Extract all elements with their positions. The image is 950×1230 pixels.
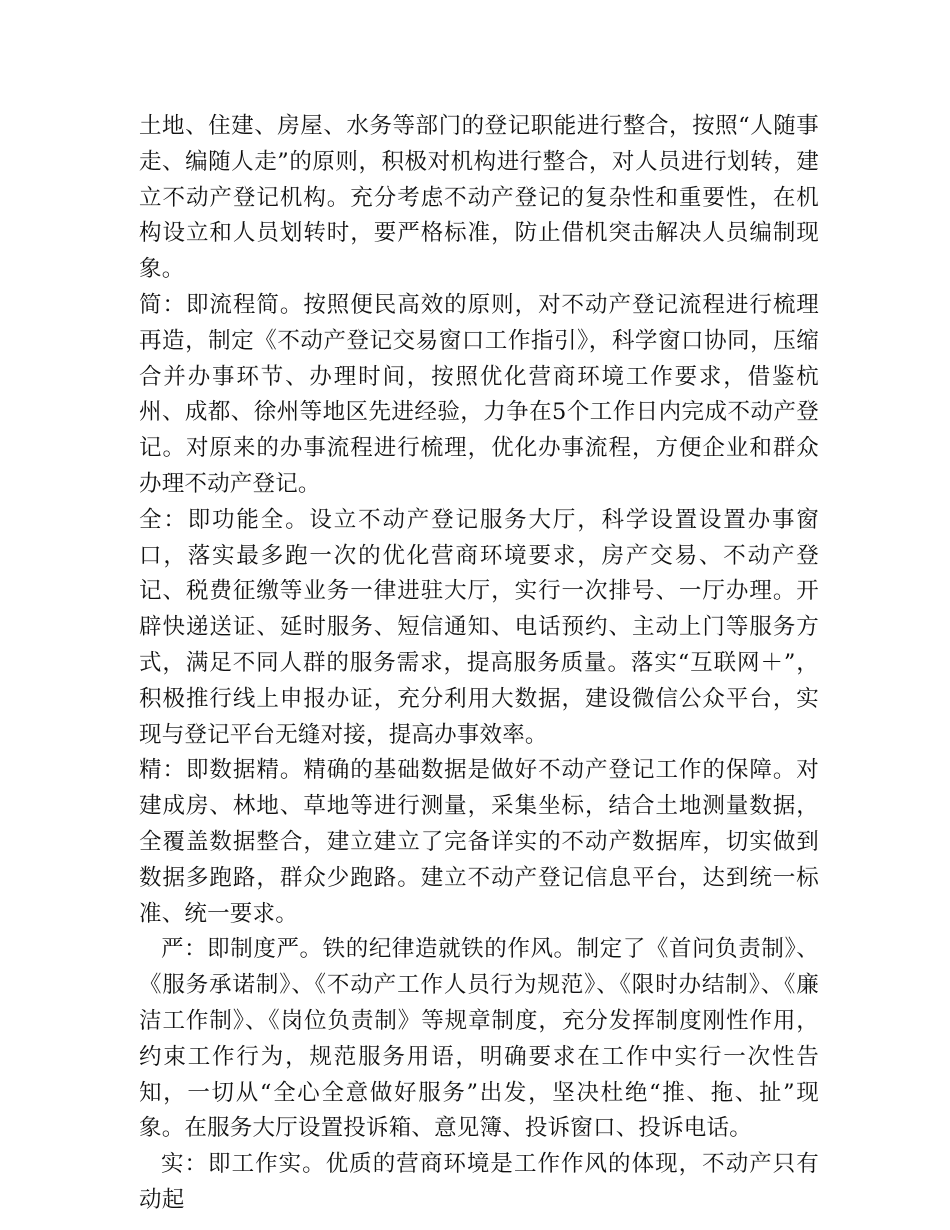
document-body (139, 109, 819, 1219)
paragraph-precise-data: 精：即数据精。精确的基础数据是做好不动产登记工作的保障。对建成房、林地、草地等进行测量，采集坐标，结合土地测量数据，全覆盖数据整合，建立建立了完备详实的不动产数据库，切实做到数据多跑路，群众少跑路。建立不动产登记信息平台，达到统一标准、统一要求。 (139, 757, 819, 927)
paragraph-full-function: 全：即功能全。设立不动产登记服务大厅，科学设置设置办事窗口，落实最多跑一次的优化营商环境要求，房产交易、不动产登记、税费征缴等业务一律进驻大厅，实行一次排号、一厅办理。开辟快递送证、延时服务、短信通知、电话预约、主动上门等服务方式，满足不同人群的服务需求，提高服务质量。落实“互联网＋”，积极推行线上申报办证，充分利用大数据，建设微信公众平台，实现与登记平台无缝对接，提高办事效率。 (139, 506, 819, 748)
paragraph-strict-system: 严：即制度严。铁的纪律造就铁的作风。制定了《首问负责制》、《服务承诺制》、《不动产工作人员行为规范》、《限时办结制》、《廉洁工作制》、《岗位负责制》等规章制度，充分发挥制度刚性作用，约束工作行为，规范服务用语，明确要求在工作中实行一次性告知，一切从“全心全意做好服务”出发，坚决杜绝“推、拖、扯”现象。在服务大厅设置投诉箱、意见簿、投诉窗口、投诉电话。 (139, 936, 819, 1142)
paragraph-solid-work: 实：即工作实。优质的营商环境是工作作风的体现，不动产只有动起 (139, 1151, 819, 1213)
paragraph-registration-integration: 土地、住建、房屋、水务等部门的登记职能进行整合，按照“人随事走、编随人走”的原则，积极对机构进行整合，对人员进行划转，建立不动产登记机构。充分考虑不动产登记的复杂性和重要性，在机构设立和人员划转时，要严格标准，防止借机突击解决人员编制现象。 (139, 113, 819, 283)
paragraph-simple-process: 简：即流程简。按照便民高效的原则，对不动产登记流程进行梳理再造，制定《不动产登记交易窗口工作指引》，科学窗口协同，压缩合并办事环节、办理时间，按照优化营商环境工作要求，借鉴杭州、成都、徐州等地区先进经验，力争在5个工作日内完成不动产登记。对原来的办事流程进行梳理，优化办事流程，方便企业和群众办理不动产登记。 (139, 291, 819, 497)
